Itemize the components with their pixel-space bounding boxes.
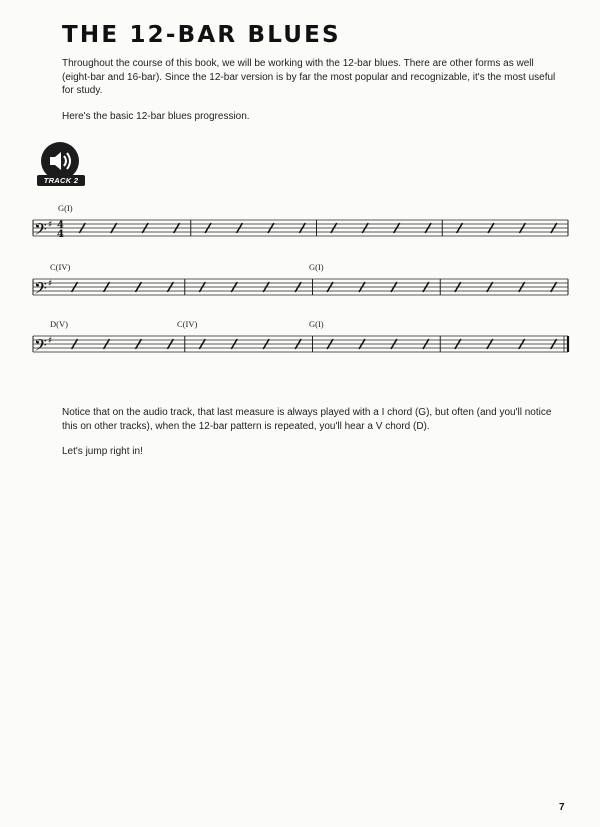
- track-badge[interactable]: [37, 142, 91, 190]
- jump-in-paragraph: Let's jump right in!: [62, 446, 143, 457]
- page-title: THE 12-BAR BLUES: [62, 22, 341, 48]
- bass-clef-icon: 𝄢: [34, 335, 47, 359]
- time-signature-top: 4: [57, 220, 64, 231]
- intro-paragraph: Throughout the course of this book, we will be working with the 12-bar blues. There are other forms as well (eight-bar and 16-bar). Since the 12-bar version is by far the most popular and recognizable, it's the most useful for study.: [62, 58, 556, 96]
- chord-label: D(V): [50, 319, 68, 329]
- chord-label: G(I): [309, 319, 324, 329]
- chord-label: G(I): [58, 203, 73, 213]
- chord-label: C(IV): [50, 262, 71, 272]
- staff-system-1: [0, 200, 600, 250]
- basic-progression-paragraph: Here's the basic 12-bar blues progression.: [62, 111, 250, 122]
- key-signature-sharp: ♯: [48, 220, 53, 230]
- key-signature-sharp: ♯: [48, 279, 53, 289]
- key-signature-sharp: ♯: [48, 336, 53, 346]
- staff-system-2: [0, 259, 600, 309]
- chord-label: C(IV): [177, 319, 198, 329]
- track-label: TRACK 2: [37, 175, 85, 186]
- staff-system-3: [0, 316, 600, 366]
- bass-clef-icon: 𝄢: [34, 219, 47, 243]
- notice-paragraph: Notice that on the audio track, that last measure is always played with a I chord (G), but often (and you'll notice this on other tracks), when the 12-bar pattern is repeated, you'll hear a V chord (D).: [62, 407, 552, 432]
- bass-clef-icon: 𝄢: [34, 278, 47, 302]
- page-number: 7: [559, 802, 565, 813]
- time-signature-bottom: 4: [57, 229, 64, 240]
- chord-label: G(I): [309, 262, 324, 272]
